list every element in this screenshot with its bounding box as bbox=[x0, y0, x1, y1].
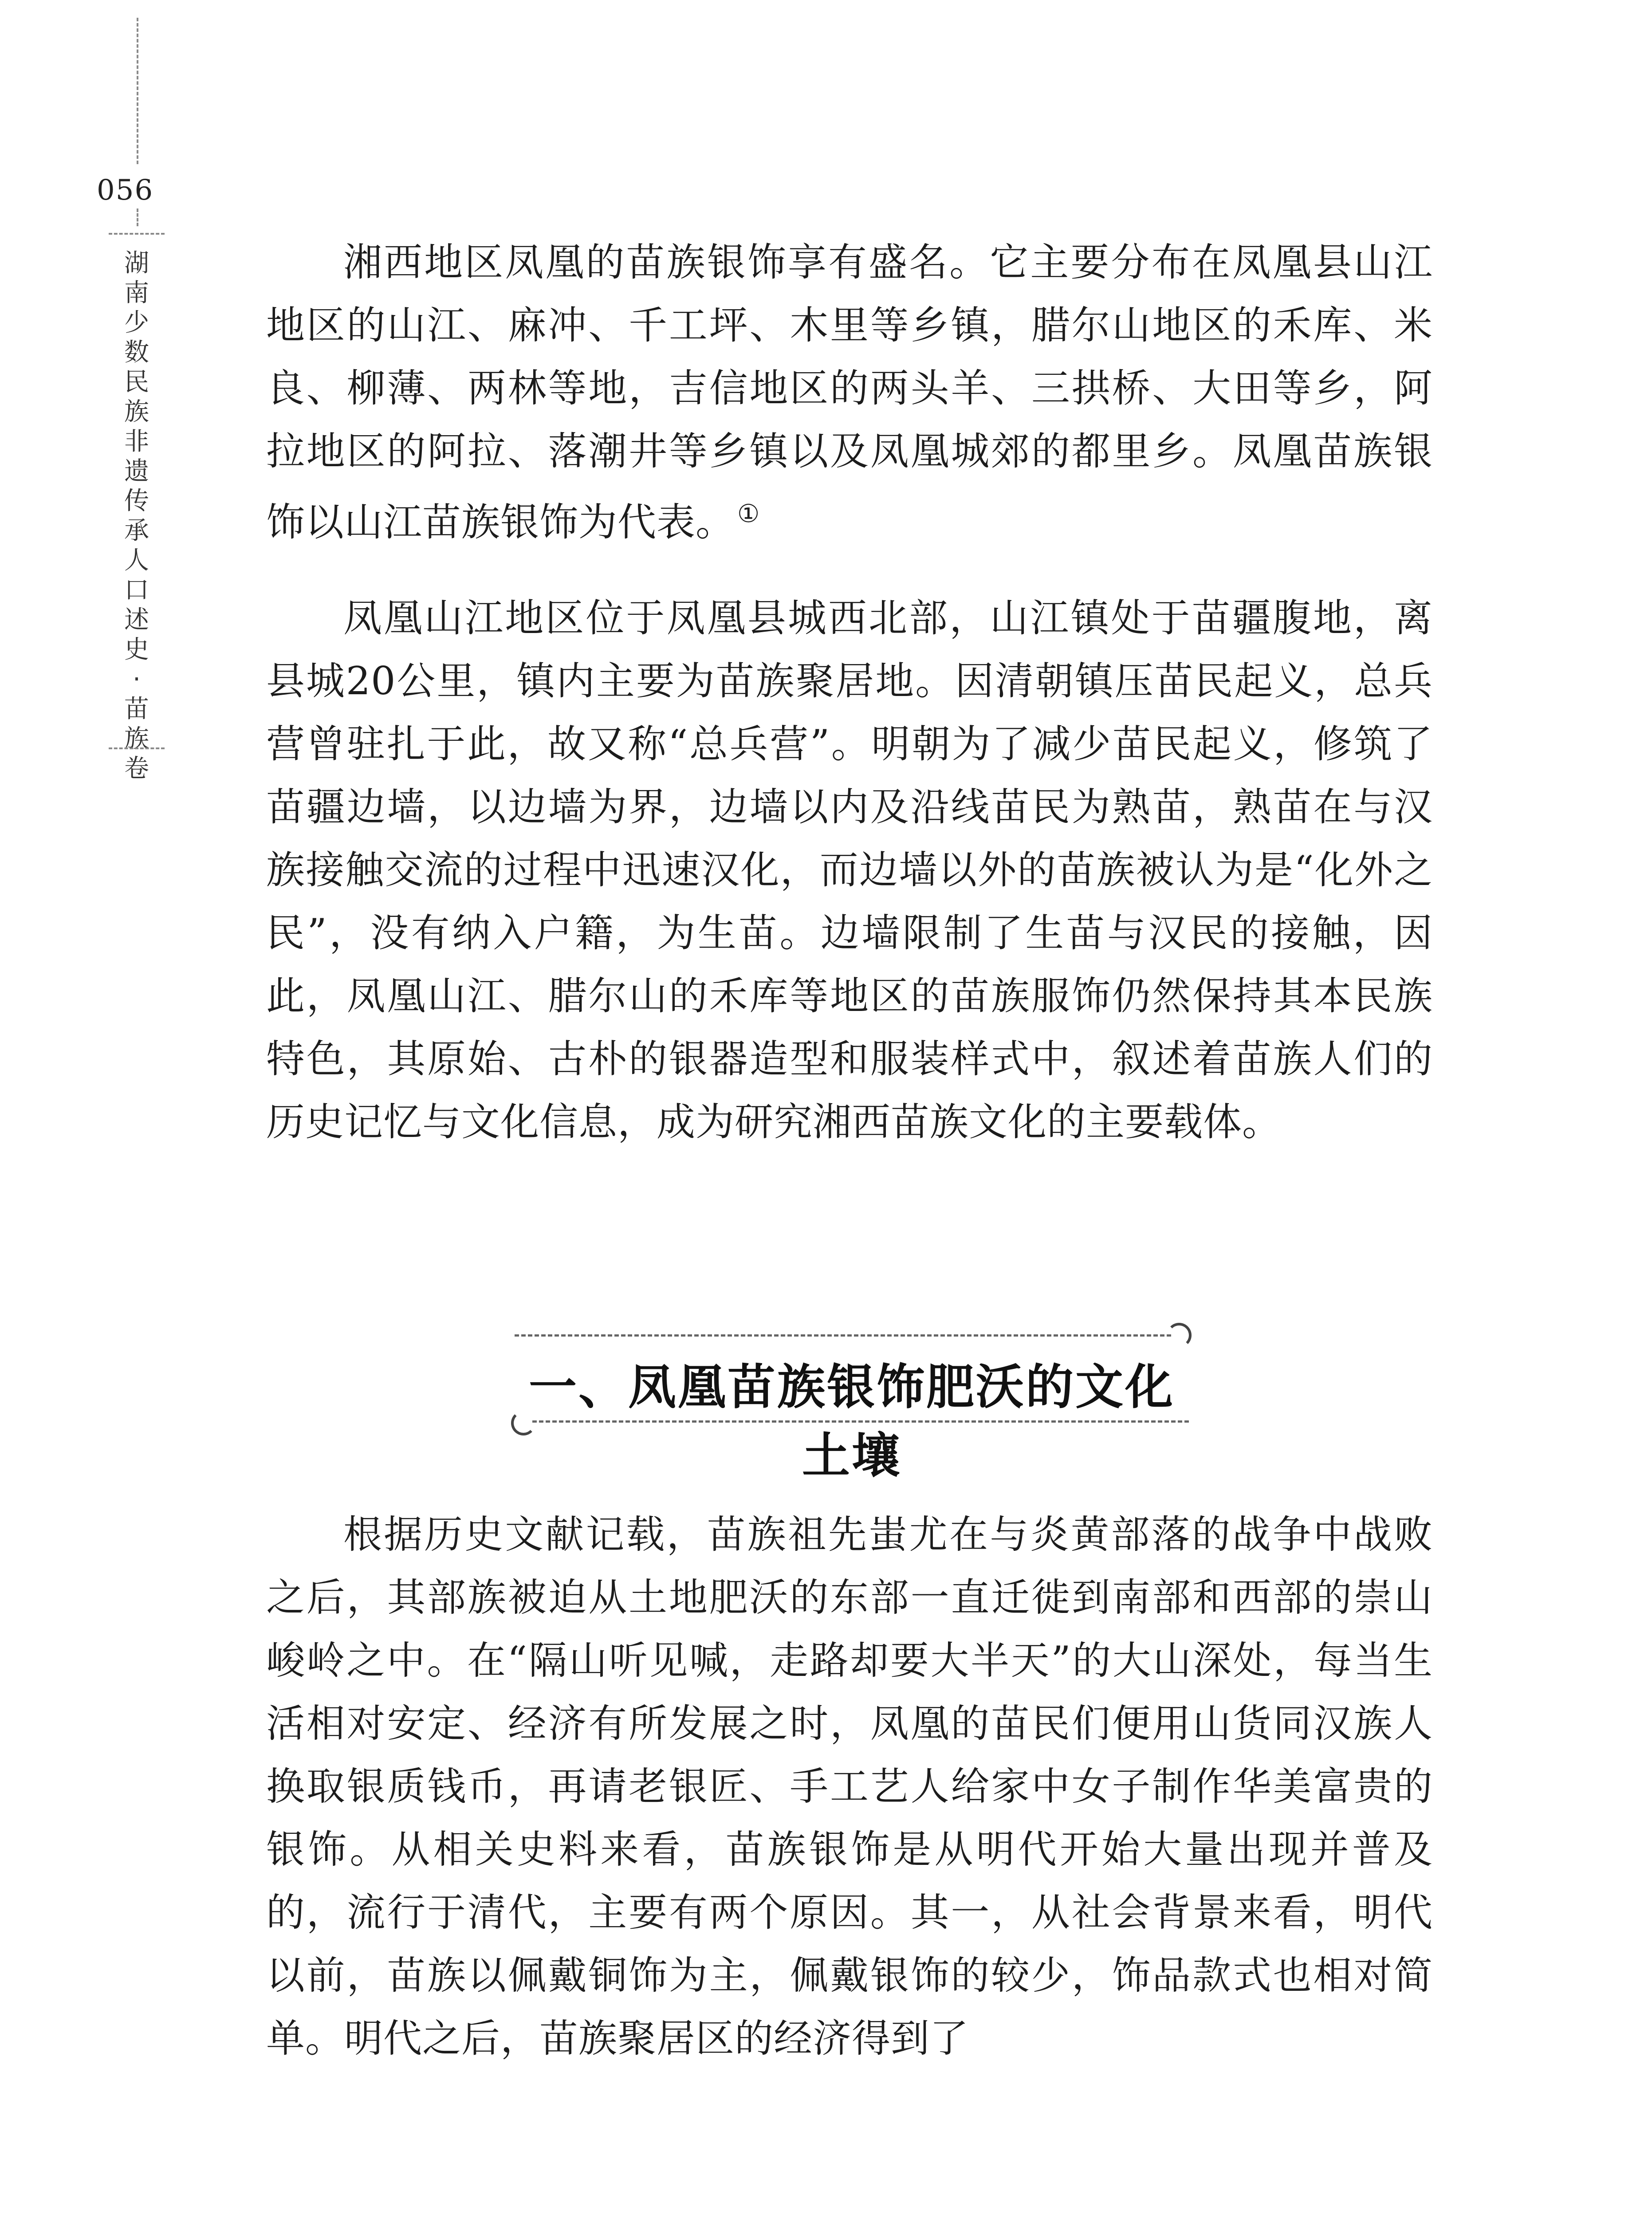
margin-rule-top bbox=[137, 18, 138, 164]
paragraph-3 bbox=[266, 1503, 1433, 2070]
paragraph-2 bbox=[266, 586, 1433, 1153]
page-number: 056 bbox=[97, 174, 154, 207]
section-heading-block bbox=[515, 1322, 1189, 1484]
footnote-ref: ① bbox=[737, 499, 760, 528]
paragraph-2-text: 凤凰山江地区位于凤凰县城西北部，山江镇处于苗疆腹地，离县城20公里，镇内主要为苗族聚居地。因清朝镇压苗民起义，总兵营曾驻扎于此，故又称“总兵营”。明朝为了减少苗民起义，修筑了苗疆边墙，以边墙为界，边墙以内及沿线苗民为熟苗，熟苗在与汉族接触交流的过程中迅速汉化，而边墙以外的苗族被认为是“化外之民”，没有纳入户籍，为生苗。边墙限制了生苗与汉民的接触，因此，凤凰山江、腊尔山的禾库等地区的苗族服饰仍然保持其本民族特色，其原始、古朴的银器造型和服装样式中，叙述着苗族人们的历史记忆与文化信息，成为研究湘西苗族文化的主要载体。 bbox=[266, 595, 1433, 1144]
title-bracket-bottom bbox=[109, 747, 165, 749]
heading-ornament-left bbox=[511, 1411, 536, 1435]
paragraph-1-text: 湘西地区凤凰的苗族银饰享有盛名。它主要分布在凤凰县山江地区的山江、麻冲、千工坪、木里等乡镇，腊尔山地区的禾库、米良、柳薄、两林等地，吉信地区的两头羊、三拱桥、大田等乡，阿拉地区的阿拉、落潮井等乡镇以及凤凰城郊的都里乡。凤凰苗族银饰以山江苗族银饰为代表。 bbox=[266, 240, 1433, 545]
margin-rule-mid bbox=[137, 208, 138, 226]
section-heading: 一、凤凰苗族银饰肥沃的文化土壤 bbox=[528, 1359, 1175, 1484]
paragraph-1 bbox=[266, 231, 1433, 554]
title-bracket-top bbox=[109, 233, 165, 235]
paragraph-3-text: 根据历史文献记载，苗族祖先蚩尤在与炎黄部落的战争中战败之后，其部族被迫从土地肥沃的东部一直迁徙到南部和西部的崇山峻岭之中。在“隔山听见喊，走路却要大半天”的大山深处，每当生活相对安定、经济有所发展之时，凤凰的苗民们便用山货同汉族人换取银质钱币，再请老银匠、手工艺人给家中女子制作华美富贵的银饰。从相关史料来看，苗族银饰是从明代开始大量出现并普及的，流行于清代，主要有两个原因。其一，从社会背景来看，明代以前，苗族以佩戴铜饰为主，佩戴银饰的较少，饰品款式也相对简单。明代之后，苗族聚居区的经济得到了 bbox=[266, 1512, 1433, 2061]
heading-rule-top bbox=[515, 1334, 1171, 1337]
heading-rule-bottom bbox=[532, 1420, 1189, 1423]
book-title: 湖南少数民族非遗传承人口述史·苗族卷 bbox=[124, 249, 149, 783]
heading-ornament-right bbox=[1167, 1323, 1192, 1348]
